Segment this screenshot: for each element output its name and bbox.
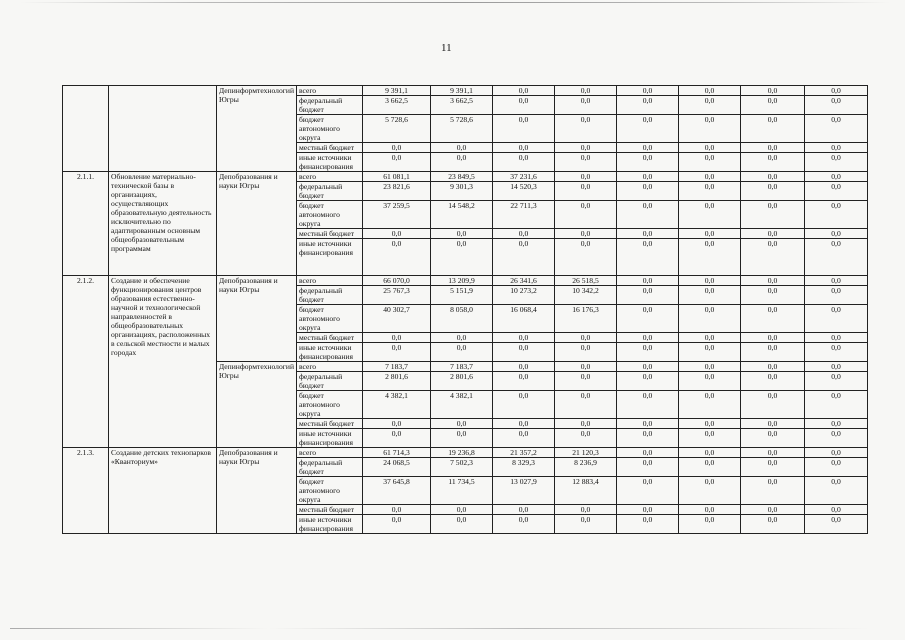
table-row	[63, 276, 868, 286]
value-cell: 0,0	[363, 239, 431, 276]
value-cell: 0,0	[363, 143, 431, 153]
value-cell: 0,0	[617, 391, 679, 419]
source-cell: местный бюджет	[297, 505, 363, 515]
value-cell: 0,0	[617, 239, 679, 276]
value-cell: 0,0	[493, 429, 555, 448]
value-cell: 0,0	[679, 333, 741, 343]
value-cell: 22 711,3	[493, 201, 555, 229]
value-cell: 4 382,1	[431, 391, 493, 419]
value-cell: 0,0	[679, 172, 741, 182]
value-cell: 0,0	[555, 86, 617, 96]
value-cell: 0,0	[741, 201, 805, 229]
value-cell: 4 382,1	[363, 391, 431, 419]
value-cell: 0,0	[363, 333, 431, 343]
value-cell: 0,0	[493, 343, 555, 362]
value-cell: 0,0	[363, 515, 431, 534]
value-cell: 0,0	[555, 419, 617, 429]
value-cell: 13 209,9	[431, 276, 493, 286]
value-cell: 0,0	[805, 201, 868, 229]
value-cell: 0,0	[679, 239, 741, 276]
executor-cell: Депинформтехнологий Югры	[217, 86, 297, 172]
value-cell: 0,0	[679, 276, 741, 286]
value-cell: 0,0	[805, 86, 868, 96]
source-cell: всего	[297, 86, 363, 96]
value-cell: 37 259,5	[363, 201, 431, 229]
value-cell: 14 520,3	[493, 182, 555, 201]
value-cell: 0,0	[555, 343, 617, 362]
value-cell: 61 714,3	[363, 448, 431, 458]
value-cell: 19 236,8	[431, 448, 493, 458]
source-cell: федеральный бюджет	[297, 286, 363, 305]
source-cell: федеральный бюджет	[297, 96, 363, 115]
value-cell: 0,0	[431, 419, 493, 429]
value-cell: 0,0	[679, 362, 741, 372]
value-cell: 0,0	[617, 448, 679, 458]
value-cell: 0,0	[617, 201, 679, 229]
value-cell: 0,0	[493, 239, 555, 276]
source-cell: местный бюджет	[297, 419, 363, 429]
value-cell: 0,0	[617, 276, 679, 286]
value-cell: 0,0	[679, 429, 741, 448]
value-cell: 0,0	[617, 372, 679, 391]
item-code-cell: 2.1.3.	[63, 448, 109, 534]
value-cell: 0,0	[617, 343, 679, 362]
source-cell: иные источники финансирования	[297, 343, 363, 362]
value-cell: 0,0	[679, 229, 741, 239]
value-cell: 0,0	[493, 372, 555, 391]
value-cell: 0,0	[805, 515, 868, 534]
value-cell: 0,0	[741, 391, 805, 419]
value-cell: 23 821,6	[363, 182, 431, 201]
value-cell: 0,0	[617, 477, 679, 505]
value-cell: 0,0	[493, 86, 555, 96]
value-cell: 9 391,1	[363, 86, 431, 96]
value-cell: 0,0	[617, 515, 679, 534]
value-cell: 0,0	[805, 333, 868, 343]
value-cell: 0,0	[741, 153, 805, 172]
value-cell: 0,0	[555, 201, 617, 229]
value-cell: 0,0	[493, 96, 555, 115]
item-name-cell: Обновление материально-технической базы в организациях, осуществляющих образовательную деятельность исключительно по адаптированным основным общеобразовательным программам	[109, 172, 217, 276]
value-cell: 7 183,7	[431, 362, 493, 372]
value-cell: 0,0	[431, 153, 493, 172]
value-cell: 0,0	[679, 391, 741, 419]
budget-table	[62, 85, 868, 534]
value-cell: 66 070,0	[363, 276, 431, 286]
value-cell: 11 734,5	[431, 477, 493, 505]
value-cell: 0,0	[805, 448, 868, 458]
value-cell: 0,0	[679, 448, 741, 458]
value-cell: 10 342,2	[555, 286, 617, 305]
value-cell: 37 645,8	[363, 477, 431, 505]
value-cell: 0,0	[805, 229, 868, 239]
source-cell: бюджет автономного округа	[297, 115, 363, 143]
value-cell: 7 183,7	[363, 362, 431, 372]
value-cell: 0,0	[555, 391, 617, 419]
value-cell: 0,0	[805, 115, 868, 143]
value-cell: 3 662,5	[431, 96, 493, 115]
value-cell: 0,0	[617, 333, 679, 343]
value-cell: 0,0	[679, 86, 741, 96]
value-cell: 0,0	[493, 143, 555, 153]
value-cell: 0,0	[679, 115, 741, 143]
source-cell: федеральный бюджет	[297, 372, 363, 391]
scan-edge-bottom	[10, 628, 870, 629]
value-cell: 0,0	[431, 229, 493, 239]
value-cell: 0,0	[805, 276, 868, 286]
source-cell: бюджет автономного округа	[297, 305, 363, 333]
source-cell: федеральный бюджет	[297, 182, 363, 201]
value-cell: 2 801,6	[363, 372, 431, 391]
source-cell: иные источники финансирования	[297, 153, 363, 172]
value-cell: 0,0	[493, 391, 555, 419]
source-cell: всего	[297, 276, 363, 286]
value-cell: 0,0	[679, 305, 741, 333]
source-cell: местный бюджет	[297, 229, 363, 239]
executor-cell: Депобразования и науки Югры	[217, 448, 297, 534]
source-cell: иные источники финансирования	[297, 239, 363, 276]
item-name-cell: Создание и обеспечение функционирования центров образования естественно-научной и технологической направленностей в общеобразовательных организациях, расположенных в сельской местности и малых городах	[109, 276, 217, 448]
value-cell: 0,0	[741, 143, 805, 153]
value-cell: 9 301,3	[431, 182, 493, 201]
value-cell: 0,0	[617, 182, 679, 201]
value-cell: 0,0	[617, 286, 679, 305]
value-cell: 8 058,0	[431, 305, 493, 333]
value-cell: 40 302,7	[363, 305, 431, 333]
executor-cell: Депобразования и науки Югры	[217, 276, 297, 362]
table-row	[63, 448, 868, 458]
value-cell: 0,0	[679, 458, 741, 477]
source-cell: местный бюджет	[297, 333, 363, 343]
value-cell: 0,0	[617, 362, 679, 372]
value-cell: 0,0	[617, 172, 679, 182]
value-cell: 0,0	[679, 477, 741, 505]
value-cell: 0,0	[805, 305, 868, 333]
value-cell: 0,0	[741, 458, 805, 477]
value-cell: 0,0	[363, 429, 431, 448]
value-cell: 0,0	[679, 143, 741, 153]
value-cell: 0,0	[741, 419, 805, 429]
value-cell: 0,0	[805, 458, 868, 477]
value-cell: 37 231,6	[493, 172, 555, 182]
value-cell: 0,0	[555, 153, 617, 172]
item-code-cell	[63, 86, 109, 172]
value-cell: 0,0	[555, 96, 617, 115]
value-cell: 0,0	[805, 239, 868, 276]
value-cell: 0,0	[555, 515, 617, 534]
source-cell: федеральный бюджет	[297, 458, 363, 477]
value-cell: 8 329,3	[493, 458, 555, 477]
value-cell: 0,0	[555, 333, 617, 343]
item-name-cell	[109, 86, 217, 172]
value-cell: 5 151,9	[431, 286, 493, 305]
value-cell: 0,0	[617, 96, 679, 115]
value-cell: 0,0	[555, 429, 617, 448]
scan-edge-top	[20, 2, 890, 3]
value-cell: 21 357,2	[493, 448, 555, 458]
value-cell: 0,0	[805, 343, 868, 362]
value-cell: 23 849,5	[431, 172, 493, 182]
value-cell: 0,0	[493, 419, 555, 429]
value-cell: 0,0	[493, 515, 555, 534]
value-cell: 0,0	[493, 115, 555, 143]
value-cell: 0,0	[363, 153, 431, 172]
value-cell: 0,0	[555, 143, 617, 153]
value-cell: 0,0	[679, 419, 741, 429]
source-cell: местный бюджет	[297, 143, 363, 153]
value-cell: 0,0	[617, 429, 679, 448]
value-cell: 0,0	[679, 201, 741, 229]
table-row	[63, 172, 868, 182]
value-cell: 0,0	[555, 172, 617, 182]
value-cell: 61 081,1	[363, 172, 431, 182]
value-cell: 7 502,3	[431, 458, 493, 477]
value-cell: 0,0	[617, 419, 679, 429]
value-cell: 0,0	[617, 115, 679, 143]
value-cell: 0,0	[431, 143, 493, 153]
value-cell: 0,0	[805, 429, 868, 448]
value-cell: 0,0	[679, 505, 741, 515]
value-cell: 16 068,4	[493, 305, 555, 333]
source-cell: всего	[297, 362, 363, 372]
source-cell: иные источники финансирования	[297, 429, 363, 448]
value-cell: 0,0	[555, 372, 617, 391]
executor-cell: Депобразования и науки Югры	[217, 172, 297, 276]
value-cell: 0,0	[431, 239, 493, 276]
value-cell: 0,0	[805, 391, 868, 419]
value-cell: 0,0	[555, 362, 617, 372]
value-cell: 0,0	[805, 153, 868, 172]
value-cell: 0,0	[363, 505, 431, 515]
value-cell: 2 801,6	[431, 372, 493, 391]
value-cell: 0,0	[493, 333, 555, 343]
value-cell: 0,0	[805, 362, 868, 372]
value-cell: 0,0	[741, 515, 805, 534]
value-cell: 0,0	[617, 143, 679, 153]
value-cell: 0,0	[431, 505, 493, 515]
value-cell: 0,0	[679, 372, 741, 391]
value-cell: 0,0	[617, 86, 679, 96]
value-cell: 13 027,9	[493, 477, 555, 505]
value-cell: 0,0	[555, 115, 617, 143]
source-cell: всего	[297, 448, 363, 458]
value-cell: 14 548,2	[431, 201, 493, 229]
value-cell: 0,0	[741, 505, 805, 515]
value-cell: 0,0	[805, 419, 868, 429]
value-cell: 0,0	[679, 182, 741, 201]
value-cell: 0,0	[741, 172, 805, 182]
value-cell: 0,0	[431, 333, 493, 343]
value-cell: 0,0	[617, 153, 679, 172]
value-cell: 0,0	[617, 229, 679, 239]
page-number: 11	[441, 42, 452, 54]
item-code-cell: 2.1.1.	[63, 172, 109, 276]
source-cell: бюджет автономного округа	[297, 201, 363, 229]
value-cell: 8 236,9	[555, 458, 617, 477]
value-cell: 0,0	[679, 286, 741, 305]
value-cell: 0,0	[741, 305, 805, 333]
value-cell: 10 273,2	[493, 286, 555, 305]
value-cell: 16 176,3	[555, 305, 617, 333]
source-cell: всего	[297, 172, 363, 182]
value-cell: 0,0	[555, 239, 617, 276]
value-cell: 0,0	[741, 343, 805, 362]
value-cell: 0,0	[493, 229, 555, 239]
value-cell: 0,0	[741, 477, 805, 505]
value-cell: 0,0	[741, 429, 805, 448]
value-cell: 0,0	[679, 343, 741, 362]
value-cell: 0,0	[805, 286, 868, 305]
value-cell: 0,0	[679, 153, 741, 172]
source-cell: иные источники финансирования	[297, 515, 363, 534]
item-code-cell: 2.1.2.	[63, 276, 109, 448]
value-cell: 0,0	[363, 343, 431, 362]
value-cell: 0,0	[741, 96, 805, 115]
value-cell: 0,0	[679, 515, 741, 534]
value-cell: 5 728,6	[431, 115, 493, 143]
value-cell: 3 662,5	[363, 96, 431, 115]
table-row	[63, 86, 868, 96]
value-cell: 0,0	[679, 96, 741, 115]
value-cell: 0,0	[555, 505, 617, 515]
value-cell: 0,0	[555, 229, 617, 239]
value-cell: 0,0	[805, 96, 868, 115]
value-cell: 0,0	[431, 515, 493, 534]
value-cell: 0,0	[493, 362, 555, 372]
value-cell: 0,0	[741, 286, 805, 305]
value-cell: 0,0	[555, 182, 617, 201]
value-cell: 0,0	[617, 505, 679, 515]
value-cell: 0,0	[493, 505, 555, 515]
value-cell: 0,0	[805, 477, 868, 505]
value-cell: 0,0	[431, 429, 493, 448]
value-cell: 0,0	[617, 305, 679, 333]
value-cell: 0,0	[363, 229, 431, 239]
value-cell: 0,0	[741, 448, 805, 458]
source-cell: бюджет автономного округа	[297, 391, 363, 419]
value-cell: 0,0	[741, 86, 805, 96]
value-cell: 0,0	[741, 115, 805, 143]
value-cell: 0,0	[741, 372, 805, 391]
value-cell: 0,0	[363, 419, 431, 429]
value-cell: 21 120,3	[555, 448, 617, 458]
value-cell: 0,0	[741, 239, 805, 276]
value-cell: 0,0	[805, 182, 868, 201]
value-cell: 0,0	[805, 143, 868, 153]
executor-cell: Депинформтехнологий Югры	[217, 362, 297, 448]
value-cell: 24 068,5	[363, 458, 431, 477]
value-cell: 0,0	[805, 172, 868, 182]
value-cell: 0,0	[805, 372, 868, 391]
value-cell: 25 767,3	[363, 286, 431, 305]
value-cell: 0,0	[431, 343, 493, 362]
value-cell: 0,0	[741, 276, 805, 286]
item-name-cell: Создание детских технопарков «Кванториум»	[109, 448, 217, 534]
value-cell: 0,0	[741, 362, 805, 372]
value-cell: 0,0	[805, 505, 868, 515]
value-cell: 26 518,5	[555, 276, 617, 286]
value-cell: 0,0	[741, 182, 805, 201]
value-cell: 26 341,6	[493, 276, 555, 286]
value-cell: 0,0	[741, 333, 805, 343]
value-cell: 0,0	[493, 153, 555, 172]
value-cell: 5 728,6	[363, 115, 431, 143]
source-cell: бюджет автономного округа	[297, 477, 363, 505]
value-cell: 12 883,4	[555, 477, 617, 505]
value-cell: 0,0	[617, 458, 679, 477]
value-cell: 9 391,1	[431, 86, 493, 96]
value-cell: 0,0	[741, 229, 805, 239]
